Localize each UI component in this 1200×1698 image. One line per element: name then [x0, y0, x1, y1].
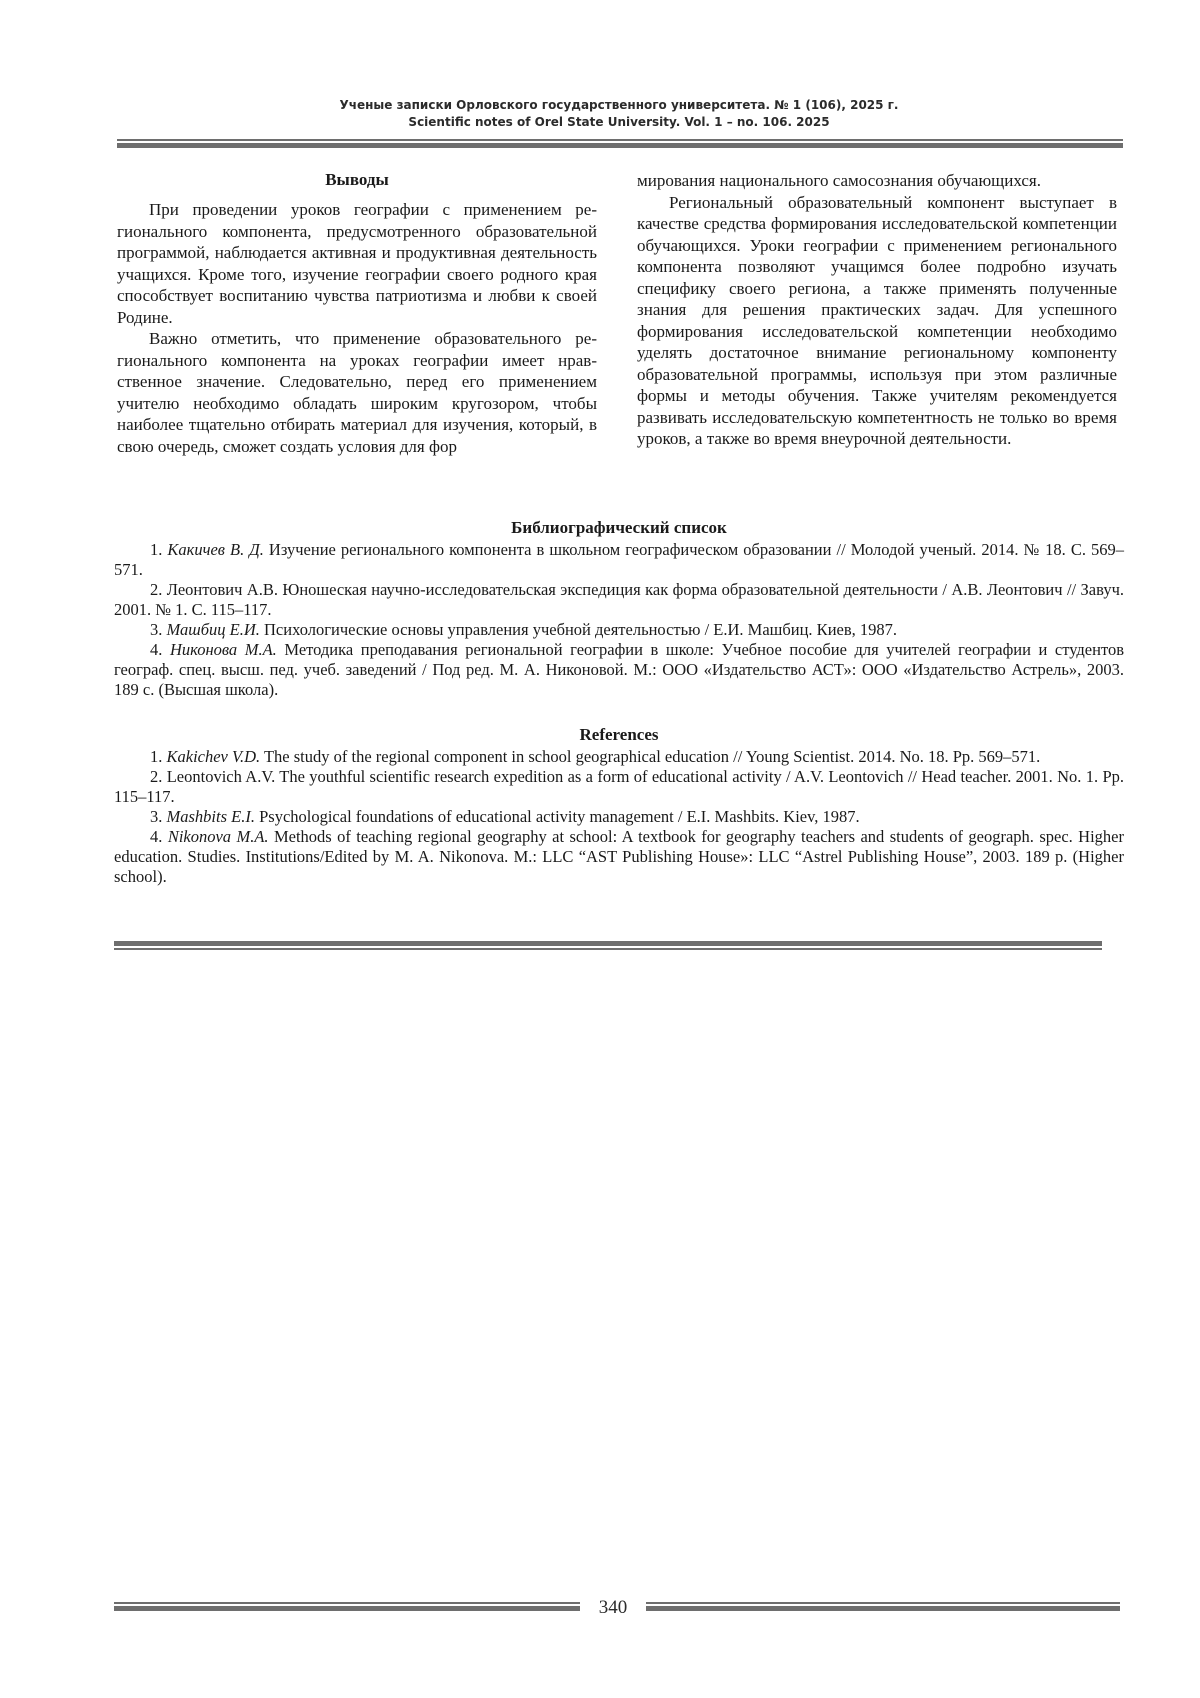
item-author: Kakichev V.D.: [166, 747, 261, 766]
footer-rule-right-thin: [646, 1602, 1120, 1604]
reference-item: [114, 827, 1124, 887]
item-number: 3.: [150, 620, 163, 639]
footer-rule-left-thick: [114, 1606, 580, 1611]
item-number: 4.: [150, 827, 163, 846]
bibliography-item: [114, 540, 1124, 580]
journal-title-ru: Ученые записки Орловского государственного университета. № 1 (106), 2025 г.: [339, 98, 899, 112]
footer-rule-right-thick: [646, 1606, 1120, 1611]
footer-rule-left-thin: [114, 1602, 580, 1604]
item-author: Никонова М.А.: [169, 640, 277, 659]
item-author: Машбиц Е.И.: [166, 620, 260, 639]
item-text: Methods of teaching regional geography at school: A textbook for geography teachers and students of geograph. spec. Higher education. Studies. Institutions/Edited by M. A. Nikonova. M.: LLC “AST Publishing House»: LLC “Astrel Publishing House”, 2003. 189 p. (Higher school).: [114, 827, 1125, 886]
item-text: Методика преподавания региональной географии в школе: Учебное пособие для учителей географии и студентов географ. спец. высш. пед. учеб. заведений / Под ред. М. А. Никоновой. М.: ООО «Издательство АСТ»: ООО «Издательство Астрель», 2003. 189 с. (Высшая школа).: [114, 640, 1124, 699]
bibliography-item: [114, 580, 1124, 620]
item-text: Леонтович А.В. Юношеская научно-исследовательская экспедиция как форма образовательной деятельности / А.В. Леонтович // Завуч. 2001. № 1. С. 115–117.: [114, 580, 1124, 619]
conclusions-paragraph-3: Региональный образовательный компонент выступает в качестве средства формирования исследовательской компетенции обучающихся. Уроки географии с применением регионального компонента позволяют учащимся более подробно изучать специфику своего региона, а также применять полученные знания для решения практических задач. Для успешного формирования исследовательской компетенции необходимо уделять достаточное внимание региональному компоненту образовательной программы, используя при этом различные формы и методы обучения. Также учителям рекомендуется развивать исследовательскую компетентность не только во время уроков, а также во время внеурочной деятельности.: [637, 192, 1117, 448]
conclusions-paragraph-2: Важно отметить, что применение образовательного регионального компонента на уроках географии имеет нравственное значение. Следовательно, перед его применением учителю необходимо обладать широким кругозором, чтобы наиболее тщательно отбирать материал для изучения, который, в свою очередь, сможет создать условия для фор: [117, 329, 597, 456]
journal-title-en: Scientific notes of Orel State University. Vol. 1 – no. 106. 2025: [408, 115, 830, 129]
item-text: Leontovich A.V. The youthful scientific research expedition as a form of educational activity / A.V. Leontovich // Head teacher. 2001. No. 1. Pp. 115–117.: [114, 767, 1125, 806]
bibliography-section: [114, 518, 1124, 700]
right-column: [637, 170, 1117, 450]
closing-rule-thick: [114, 941, 1102, 946]
header-rule-thick: [117, 143, 1123, 148]
bibliography-item: [114, 620, 1124, 640]
conclusions-paragraph-1: При проведении уроков географии с применением регионального компонента, предусмотренного образовательной программой, наблюдается активная и продуктивная деятельность учащихся. Кроме того, изучение географии своего родного края способствует воспитанию чувства патриотизма и любви к своей Родине.: [117, 200, 597, 327]
page-number: 340: [598, 1597, 628, 1618]
item-number: 2.: [150, 580, 163, 599]
item-author: Nikonova M.A.: [167, 827, 269, 846]
references-section: [114, 725, 1124, 887]
conclusions-title: Выводы: [325, 170, 389, 189]
running-header: [115, 97, 1123, 131]
item-author: Mashbits E.I.: [166, 807, 255, 826]
reference-item: [114, 747, 1124, 767]
item-number: 2.: [150, 767, 163, 786]
conclusions-paragraph-2-continued: мирования национального самосознания обучающихся.: [637, 171, 1041, 190]
bibliography-item: [114, 640, 1124, 700]
item-author: Какичев В. Д.: [167, 540, 264, 559]
references-title: References: [579, 725, 659, 744]
item-text: The study of the regional component in school geographical education // Young Scientist. 2014. No. 18. Pp. 569–571.: [260, 747, 1041, 766]
closing-rule-thin: [114, 948, 1102, 950]
item-number: 4.: [150, 640, 163, 659]
reference-item: [114, 767, 1124, 807]
item-number: 1.: [150, 540, 163, 559]
item-text: Psychological foundations of educational activity management / E.I. Mashbits. Kiev, 1987.: [254, 807, 860, 826]
item-text: Психологические основы управления учебной деятельностью / Е.И. Машбиц. Киев, 1987.: [259, 620, 898, 639]
item-text: Изучение регионального компонента в школьном географическом образовании // Молодой ученый. 2014. № 18. С. 569–571.: [114, 540, 1125, 579]
item-number: 1.: [150, 747, 163, 766]
header-rule-thin: [117, 139, 1123, 141]
reference-item: [114, 807, 1124, 827]
left-column: [117, 166, 597, 457]
bibliography-title: Библиографический список: [511, 518, 727, 537]
item-number: 3.: [150, 807, 163, 826]
